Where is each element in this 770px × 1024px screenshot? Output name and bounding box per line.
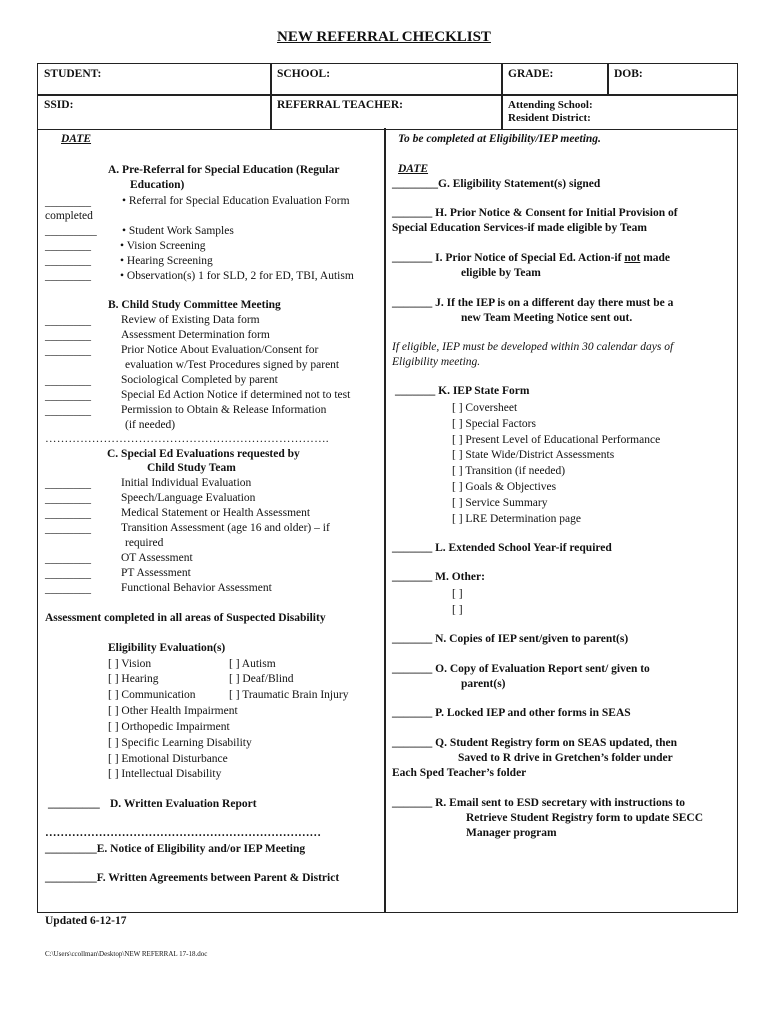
- k-coversheet: [ ] Coversheet: [452, 402, 518, 414]
- blank-line: ________: [45, 345, 91, 357]
- blank-line: ________: [45, 196, 91, 208]
- k-service-summary: [ ] Service Summary: [452, 497, 548, 509]
- elig-ohi: [ ] Other Health Impairment: [108, 705, 238, 717]
- b-item-assessment-determination: Assessment Determination form: [121, 329, 270, 341]
- c-item-speech: Speech/Language Evaluation: [121, 492, 256, 504]
- section-c-title: C. Special Ed Evaluations requested by: [107, 448, 300, 460]
- right-header-note: To be completed at Eligibility/IEP meeting.: [398, 133, 601, 145]
- elig-communication: [ ] Communication: [108, 689, 196, 701]
- item-q-2: Saved to R drive in Gretchen’s folder under: [458, 752, 673, 764]
- blank-line: ________: [45, 523, 91, 535]
- blank-line: ________: [45, 493, 91, 505]
- item-n: _______ N. Copies of IEP sent/given to parent(s): [392, 633, 629, 645]
- a-item-work-samples: • Student Work Samples: [122, 225, 234, 237]
- m-other-1: [ ]: [452, 588, 463, 600]
- eligibility-note-2: Eligibility meeting.: [392, 356, 481, 368]
- blank-line: ________: [45, 553, 91, 565]
- b-item-permission-2: (if needed): [125, 419, 176, 431]
- m-other-2: [ ]: [452, 604, 463, 616]
- b-item-review: Review of Existing Data form: [121, 314, 260, 326]
- file-path: C:\Users\ccollman\Desktop\NEW REFERRAL 17-18.doc: [45, 950, 208, 958]
- elig-autism: [ ] Autism: [229, 658, 276, 670]
- a-item-observation: • Observation(s) 1 for SLD, 2 for ED, TBI, Autism: [120, 270, 354, 282]
- elig-id: [ ] Intellectual Disability: [108, 768, 222, 780]
- blank-line: _________: [48, 798, 100, 810]
- elig-orthopedic: [ ] Orthopedic Impairment: [108, 721, 230, 733]
- page-title: NEW REFERRAL CHECKLIST: [277, 29, 491, 45]
- item-q-3: Each Sped Teacher’s folder: [392, 767, 527, 779]
- item-j-2: new Team Meeting Notice sent out.: [461, 312, 633, 324]
- resident-district-label: Resident District:: [508, 112, 591, 124]
- blank-line: ________: [45, 390, 91, 402]
- assessment-completed: Assessment completed in all areas of Suspected Disability: [45, 612, 326, 624]
- k-special-factors: [ ] Special Factors: [452, 418, 536, 430]
- a-item-vision: • Vision Screening: [120, 240, 206, 252]
- attending-school-label: Attending School:: [508, 99, 593, 111]
- item-o-2: parent(s): [461, 678, 506, 690]
- elig-vision: [ ] Vision: [108, 658, 152, 670]
- elig-sld: [ ] Specific Learning Disability: [108, 737, 252, 749]
- blank-line: ________: [45, 583, 91, 595]
- elig-ed: [ ] Emotional Disturbance: [108, 753, 228, 765]
- k-lre: [ ] LRE Determination page: [452, 513, 582, 525]
- elig-tbi: [ ] Traumatic Brain Injury: [229, 689, 349, 701]
- section-e: _________E. Notice of Eligibility and/or IEP Meeting: [45, 843, 306, 855]
- b-item-permission: Permission to Obtain & Release Information: [121, 404, 327, 416]
- c-item-ot: OT Assessment: [121, 552, 193, 564]
- item-k: _______ K. IEP State Form: [395, 385, 530, 397]
- item-m: _______ M. Other:: [392, 571, 485, 583]
- section-d: D. Written Evaluation Report: [110, 798, 257, 810]
- blank-line: _________: [45, 225, 97, 237]
- section-a-title-2: Education): [130, 179, 185, 191]
- elig-deaf-blind: [ ] Deaf/Blind: [229, 673, 294, 685]
- eligibility-title: Eligibility Evaluation(s): [108, 642, 226, 654]
- b-item-sociological: Sociological Completed by parent: [121, 374, 278, 386]
- item-l: _______ L. Extended School Year-if required: [392, 542, 612, 554]
- item-h: _______ H. Prior Notice & Consent for Initial Provision of: [392, 207, 678, 219]
- a-item-hearing: • Hearing Screening: [120, 255, 213, 267]
- student-label: STUDENT:: [44, 68, 102, 80]
- blank-line: ________: [45, 315, 91, 327]
- item-o: _______ O. Copy of Evaluation Report sent/ given to: [392, 663, 650, 675]
- k-goals: [ ] Goals & Objectives: [452, 481, 557, 493]
- blank-line: ________: [45, 330, 91, 342]
- blank-line: ________: [45, 240, 91, 252]
- c-item-pt: PT Assessment: [121, 567, 191, 579]
- c-item-medical: Medical Statement or Health Assessment: [121, 507, 311, 519]
- blank-line: ________: [45, 405, 91, 417]
- c-item-fba: Functional Behavior Assessment: [121, 582, 272, 594]
- section-b-title: B. Child Study Committee Meeting: [108, 299, 281, 311]
- item-j: _______ J. If the IEP is on a different day there must be a: [392, 297, 674, 309]
- k-present-level: [ ] Present Level of Educational Performance: [452, 434, 661, 446]
- k-assessments: [ ] State Wide/District Assessments: [452, 449, 615, 461]
- item-h-2: Special Education Services-if made eligible by Team: [392, 222, 647, 234]
- dotted-separator: ………………………………………………………………: [45, 827, 321, 839]
- referral-teacher-label: REFERRAL TEACHER:: [277, 99, 403, 111]
- c-item-transition: Transition Assessment (age 16 and older) – if: [121, 522, 330, 534]
- section-f: _________F. Written Agreements between Parent & District: [45, 872, 340, 884]
- blank-line: ________: [45, 478, 91, 490]
- item-r-2: Retrieve Student Registry form to update SECC: [466, 812, 703, 824]
- updated-date: Updated 6-12-17: [45, 915, 127, 927]
- c-item-transition-2: required: [125, 537, 164, 549]
- section-a-title: A. Pre-Referral for Special Education (Regular: [108, 164, 340, 176]
- c-item-initial: Initial Individual Evaluation: [121, 477, 252, 489]
- b-item-prior-notice-2: evaluation w/Test Procedures signed by parent: [125, 359, 340, 371]
- a-item-referral-form: • Referral for Special Education Evaluation Form: [122, 195, 350, 207]
- blank-line: ________: [45, 255, 91, 267]
- item-i-2: eligible by Team: [461, 267, 541, 279]
- elig-hearing: [ ] Hearing: [108, 673, 159, 685]
- blank-line: ________: [45, 375, 91, 387]
- item-q: _______ Q. Student Registry form on SEAS updated, then: [392, 737, 677, 749]
- completed-label: completed: [45, 210, 93, 222]
- item-r: _______ R. Email sent to ESD secretary with instructions to: [392, 797, 686, 809]
- blank-line: ________: [45, 270, 91, 282]
- b-item-prior-notice: Prior Notice About Evaluation/Consent for: [121, 344, 319, 356]
- date-heading-right: DATE: [398, 163, 429, 175]
- blank-line: ________: [45, 508, 91, 520]
- item-g: ________G. Eligibility Statement(s) signed: [392, 178, 601, 190]
- k-transition: [ ] Transition (if needed): [452, 465, 566, 477]
- ssid-label: SSID:: [44, 99, 74, 111]
- item-i: _______ I. Prior Notice of Special Ed. Action-if not made: [392, 252, 671, 264]
- item-p: _______ P. Locked IEP and other forms in SEAS: [392, 707, 631, 719]
- date-heading-left: DATE: [61, 133, 92, 145]
- grade-label: GRADE:: [508, 68, 554, 80]
- dob-label: DOB:: [614, 68, 643, 80]
- b-item-action-notice: Special Ed Action Notice if determined not to test: [121, 389, 351, 401]
- section-c-title-2: Child Study Team: [147, 462, 236, 474]
- blank-line: ________: [45, 568, 91, 580]
- school-label: SCHOOL:: [277, 68, 331, 80]
- eligibility-note: If eligible, IEP must be developed within 30 calendar days of: [392, 341, 674, 353]
- item-r-3: Manager program: [466, 827, 557, 839]
- dotted-separator: ……………………………………………………………….: [45, 433, 329, 445]
